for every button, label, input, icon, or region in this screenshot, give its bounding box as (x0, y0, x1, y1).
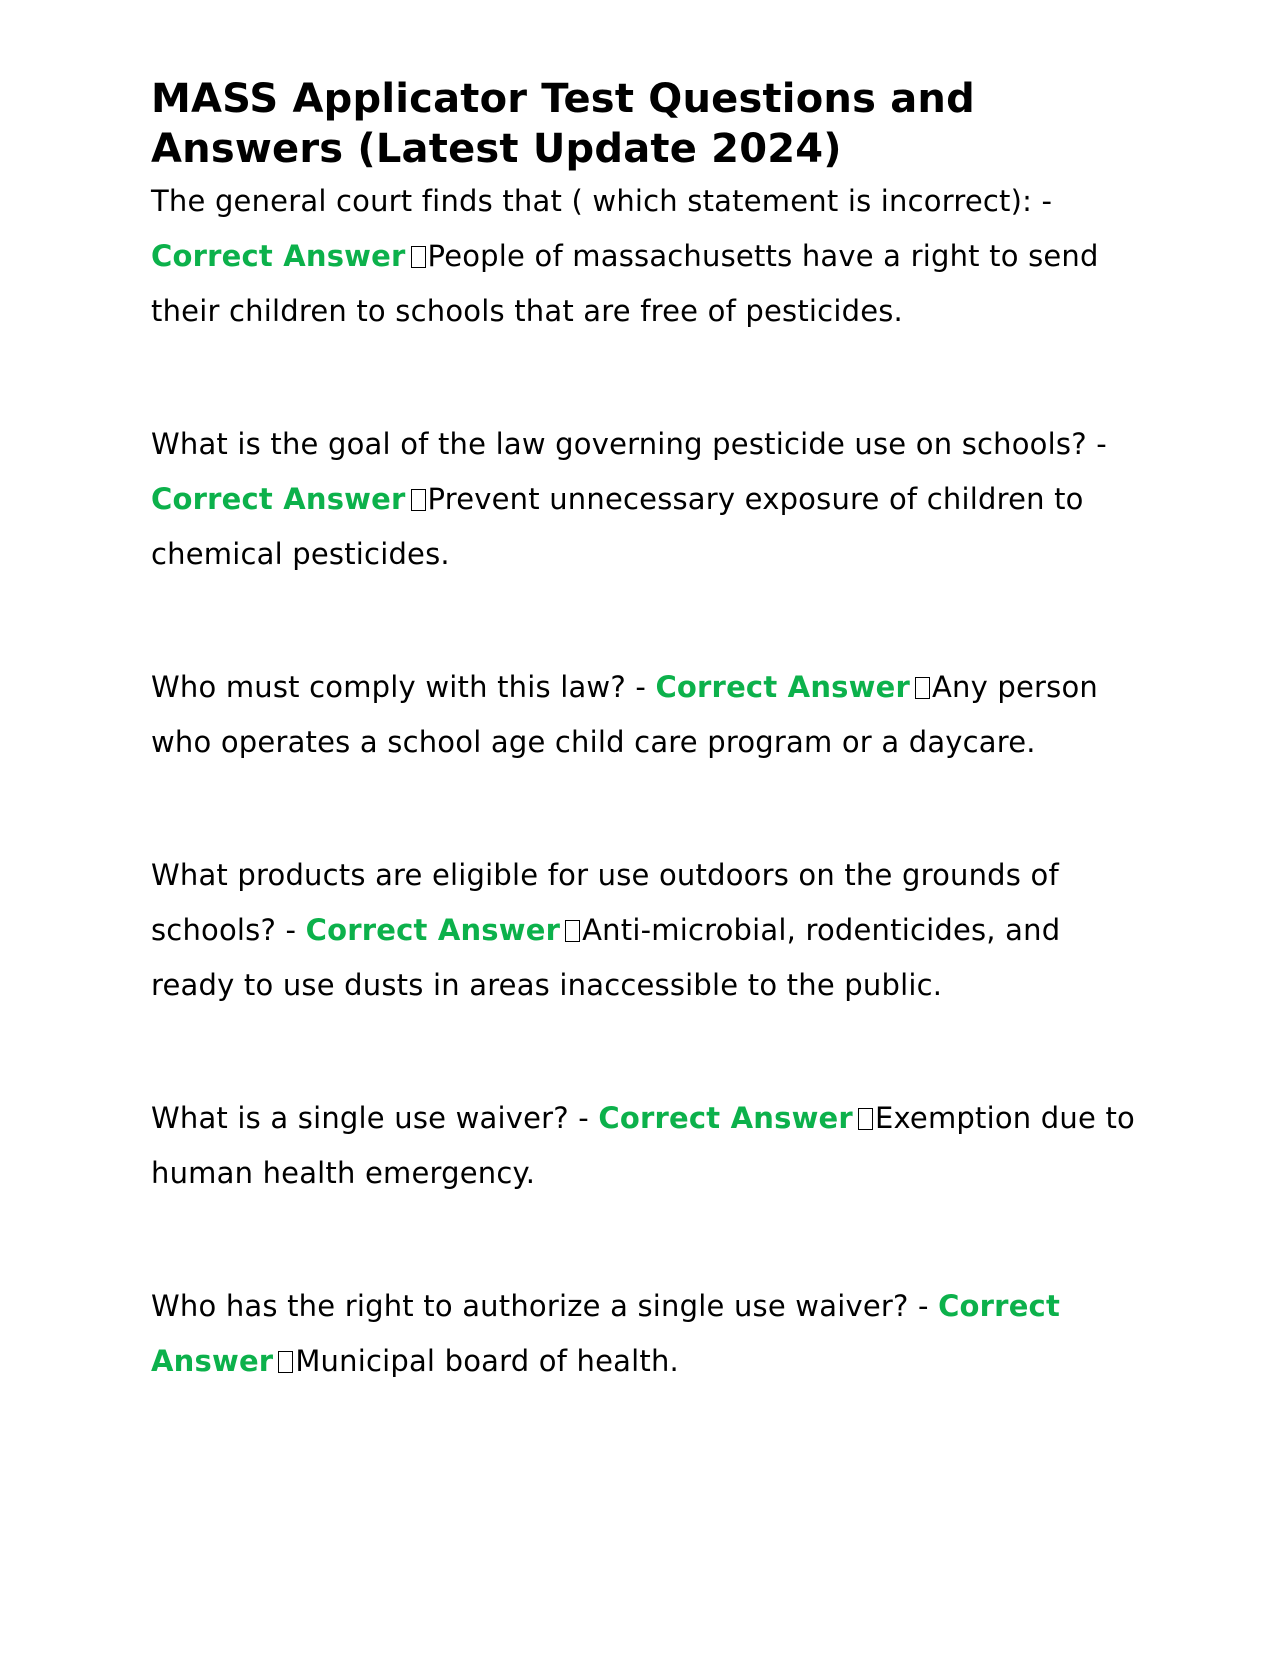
qa-item (151, 660, 1141, 770)
question-text: The general court finds that ( which statement is incorrect): - (151, 184, 1053, 218)
answer-text: Anti-microbial, rodenticides, and ready to use dusts in areas inaccessible to the public. (151, 913, 1061, 1002)
missing-glyph-icon (411, 489, 426, 511)
correct-answer-label: Correct Answer (151, 1289, 1061, 1378)
correct-answer-label: Correct Answer (151, 482, 406, 516)
qa-item (151, 848, 1141, 1013)
question-text: What is the goal of the law governing pesticide use on schools? - (151, 427, 1107, 461)
answer-text: Municipal board of health. (295, 1344, 679, 1378)
missing-glyph-icon (915, 677, 930, 699)
question-text: Who must comply with this law? - (151, 670, 647, 704)
document-page (151, 74, 1141, 1467)
missing-glyph-icon (565, 920, 580, 942)
answer-text: Exemption due to human health emergency. (151, 1101, 1135, 1190)
question-text: What is a single use waiver? - (151, 1101, 589, 1135)
qa-item (151, 1279, 1141, 1389)
qa-list (151, 174, 1141, 1389)
correct-answer-label: Correct Answer (151, 239, 406, 273)
answer-text: People of massachusetts have a right to send their children to schools that are free of pesticides. (151, 239, 1099, 328)
correct-answer-label: Correct Answer (598, 1101, 853, 1135)
correct-answer-label: Correct Answer (655, 670, 910, 704)
missing-glyph-icon (278, 1351, 293, 1373)
qa-item (151, 417, 1141, 582)
missing-glyph-icon (858, 1108, 873, 1130)
answer-text: Any person who operates a school age child care program or a daycare. (151, 670, 1099, 759)
correct-answer-label: Correct Answer (305, 913, 561, 947)
qa-item (151, 174, 1141, 339)
question-text: Who has the right to authorize a single use waiver? - (151, 1289, 929, 1323)
missing-glyph-icon (411, 246, 426, 268)
answer-text: Prevent unnecessary exposure of children to chemical pesticides. (151, 482, 1084, 571)
qa-item (151, 1091, 1141, 1201)
question-text: What products are eligible for use outdoors on the grounds of schools? - (151, 858, 1059, 947)
document-title: MASS Applicator Test Questions and Answers (Latest Update 2024) (151, 76, 975, 172)
